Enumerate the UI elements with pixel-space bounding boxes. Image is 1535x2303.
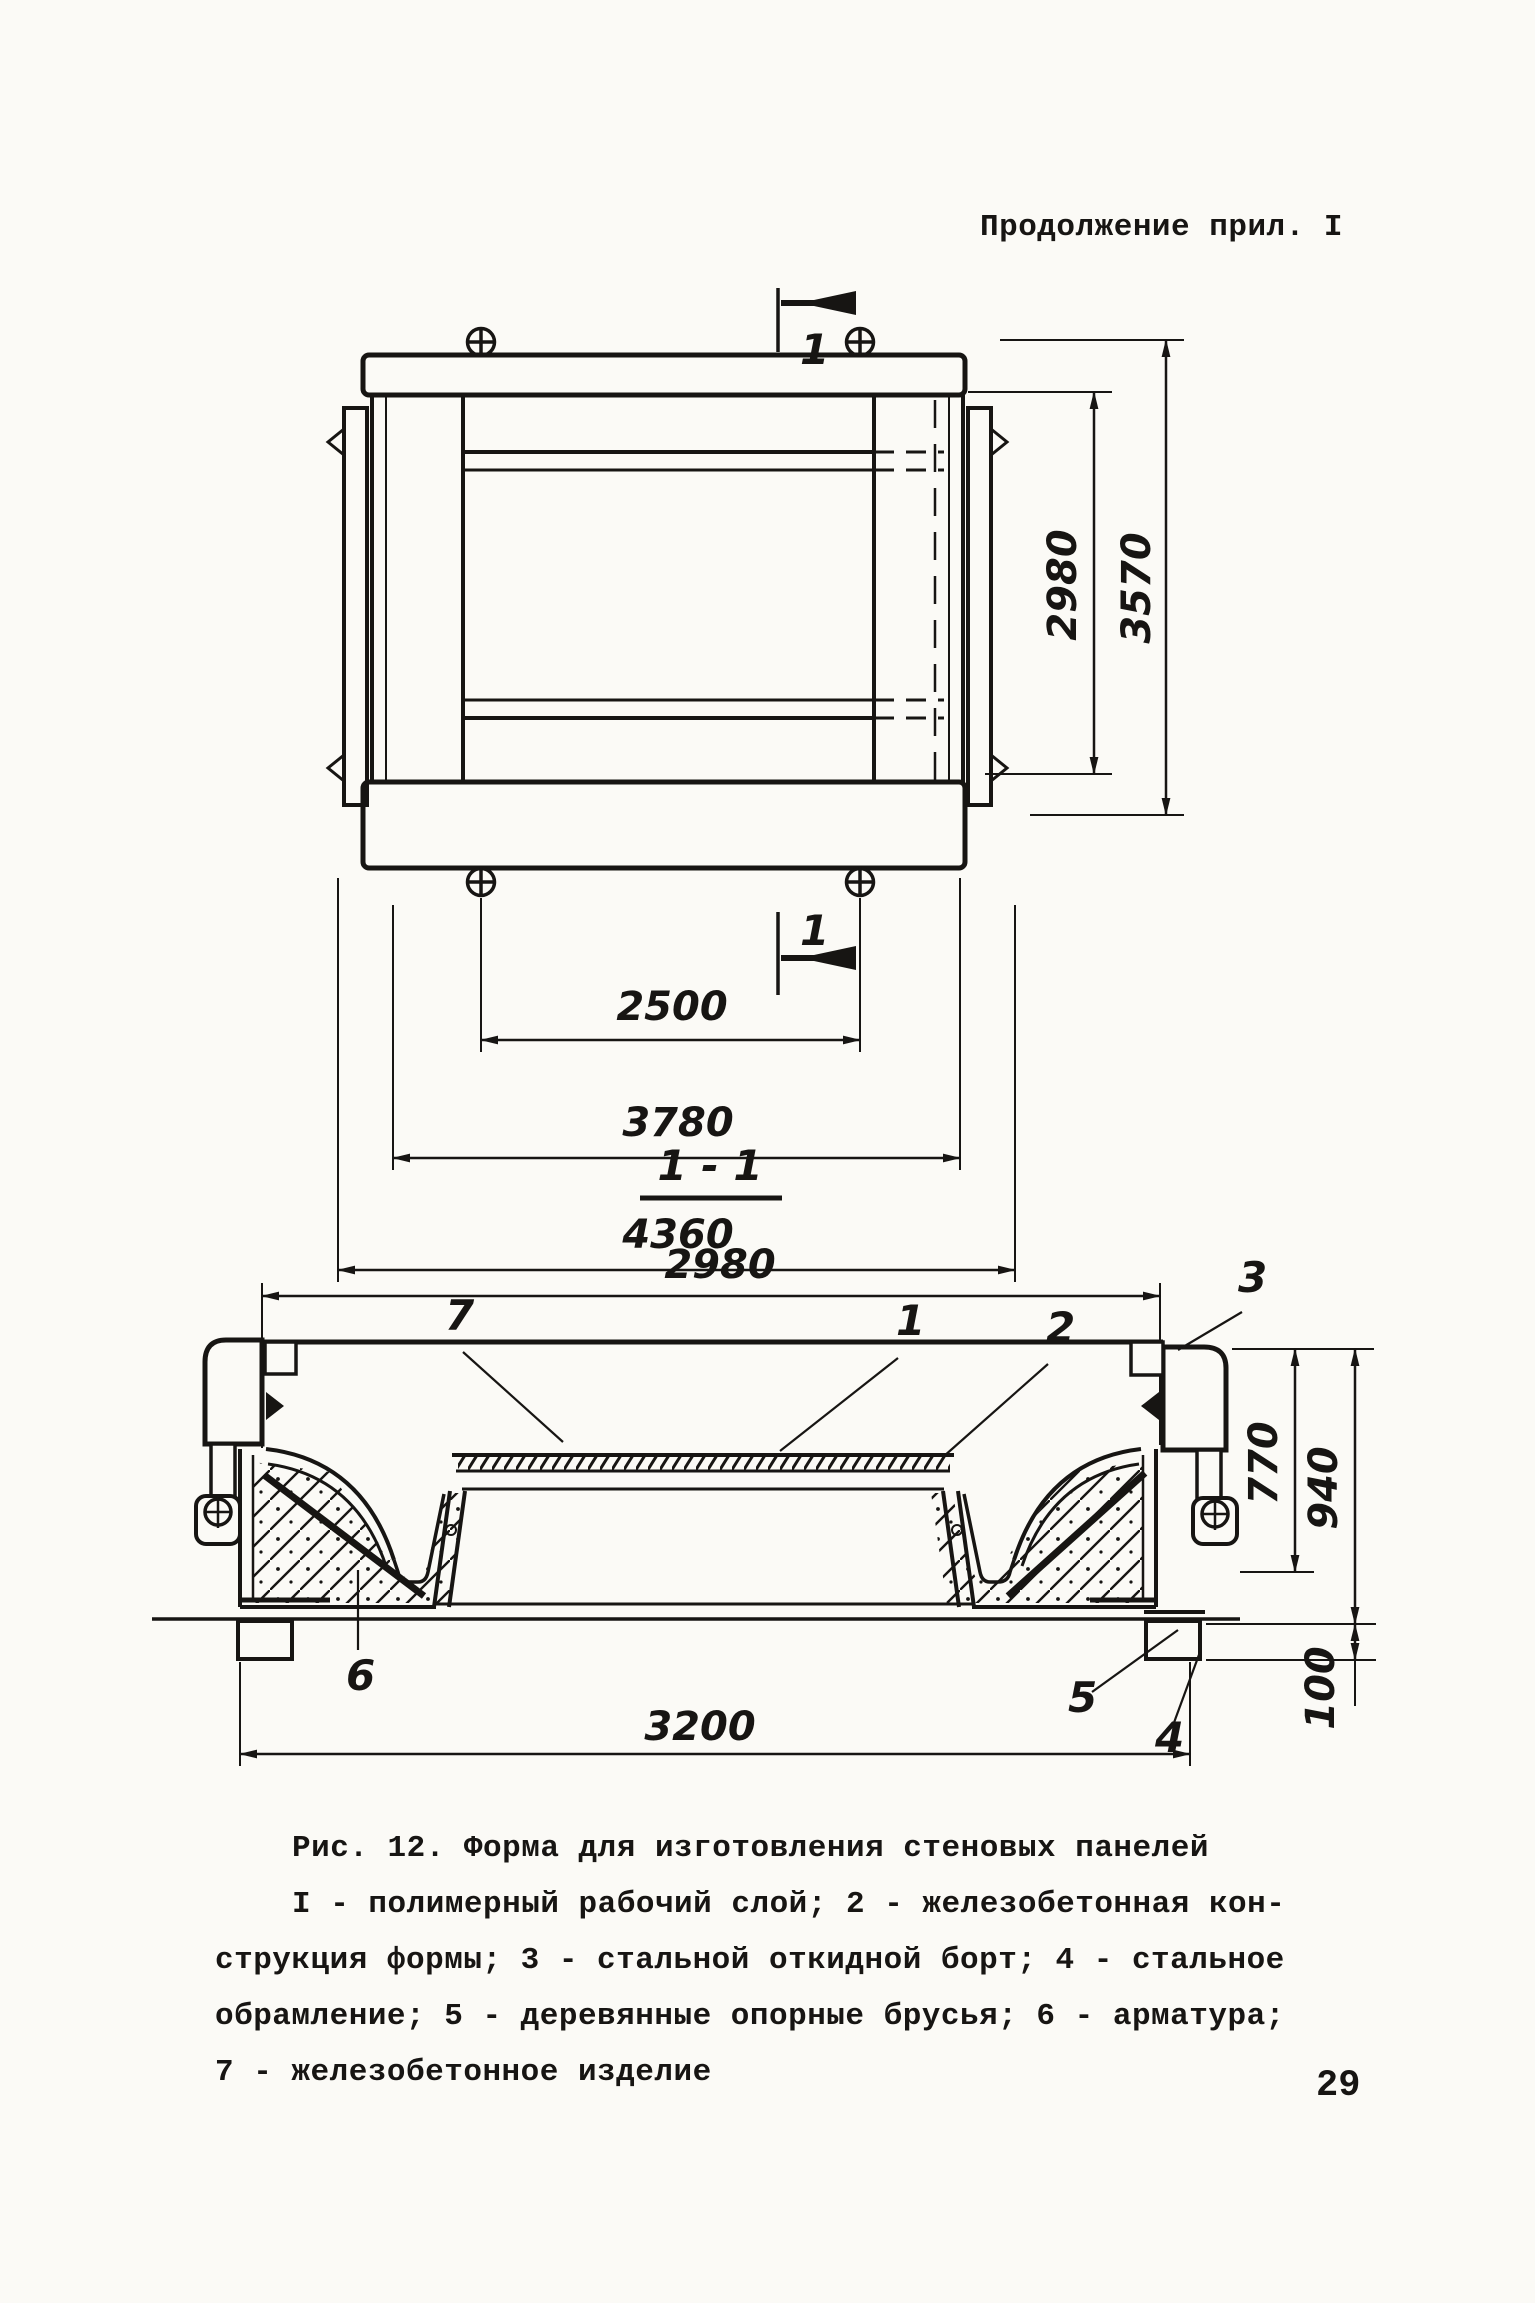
- caption-line-4: обрамление; 5 - деревянные опорные брусья; 6 - арматура;: [215, 1999, 1285, 2034]
- section-cut-label-top: 1: [800, 325, 830, 374]
- callout-4: 4: [1155, 1713, 1185, 1762]
- callout-2: 2: [1046, 1303, 1076, 1352]
- dim-inner-depth: 770: [1241, 1421, 1287, 1505]
- section-cut-mark-top: [778, 288, 856, 374]
- dim-frame-width: 3780: [622, 1100, 734, 1146]
- section-view: [152, 1141, 1376, 1766]
- callout-1: 1: [896, 1296, 926, 1345]
- callout-7: 7: [445, 1291, 475, 1340]
- dim-inner-height: 2980: [1040, 529, 1086, 641]
- caption-line-5: 7 - железобетонное изделие: [215, 2055, 712, 2090]
- dim-bolt-spacing: 2500: [616, 984, 728, 1030]
- caption-line-3: струкция формы; 3 - стальной откидной борт; 4 - стальное: [215, 1943, 1285, 1978]
- caption-line-2: I - полимерный рабочий слой; 2 - железобетонная кон-: [292, 1887, 1286, 1922]
- figure-caption: [215, 1831, 1285, 2090]
- dim-overall-height: 3570: [1114, 532, 1160, 644]
- plan-inner-rails: [463, 452, 944, 718]
- section-polymer-layer: [452, 1455, 954, 1489]
- callout-5: 5: [1068, 1673, 1098, 1722]
- plan-view: [328, 288, 1184, 1282]
- section-cut-label-bottom: 1: [800, 906, 830, 955]
- dim-top-width: 2980: [664, 1242, 776, 1288]
- section-cut-mark-bottom: [778, 906, 856, 995]
- section-concrete-structure: [253, 1462, 1143, 1605]
- dim-overall-depth: 940: [1301, 1446, 1347, 1530]
- plan-bottom-bolts: [466, 867, 875, 897]
- section-right-bort: [1131, 1342, 1237, 1544]
- plan-left-clamp-flange: [328, 408, 367, 805]
- callout-3: 3: [1238, 1253, 1268, 1302]
- plan-top-rail: [363, 355, 965, 395]
- page-header: Продолжение прил. I: [980, 210, 1343, 245]
- plan-bottom-rail: [363, 782, 965, 868]
- section-top-dimension: [262, 1242, 1160, 1448]
- caption-line-1: Рис. 12. Форма для изготовления стеновых панелей: [292, 1831, 1209, 1866]
- section-wood-supports: [238, 1621, 1200, 1659]
- dim-bottom-width: 3200: [644, 1704, 756, 1750]
- section-bottom-dimension: [240, 1662, 1190, 1766]
- plan-right-clamp-flange: [968, 408, 1007, 805]
- callout-6: 6: [346, 1651, 376, 1700]
- dim-support-height: 100: [1298, 1646, 1344, 1730]
- section-title: 1 - 1: [657, 1141, 763, 1190]
- dim-overall-width: 4360: [622, 1212, 734, 1258]
- page-number: 29: [1316, 2065, 1361, 2107]
